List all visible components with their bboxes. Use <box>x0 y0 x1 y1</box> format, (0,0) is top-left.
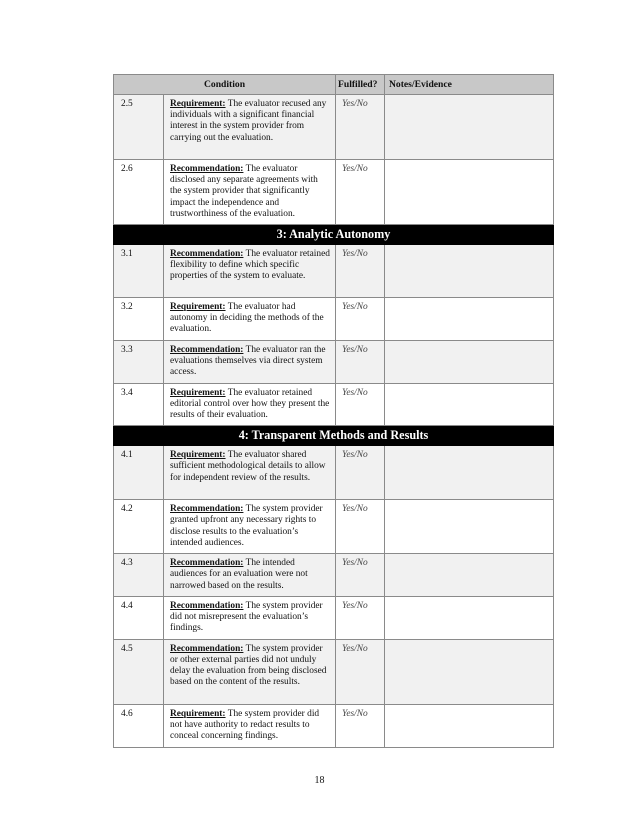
condition-text <box>164 554 336 597</box>
notes-evidence-cell[interactable] <box>385 340 554 383</box>
fulfilled-cell[interactable]: Yes/No <box>336 245 385 298</box>
condition-text <box>164 383 336 426</box>
table-row <box>114 95 554 160</box>
header-condition: Condition <box>114 75 336 95</box>
condition-description: The system provider did not misrepresent the evaluation’s findings. <box>170 600 323 634</box>
condition-number: 4.1 <box>114 446 164 500</box>
fulfilled-cell[interactable]: Yes/No <box>336 383 385 426</box>
condition-description: The system provider or other external parties did not unduly delay the evaluation from being disclosed based on the content of the results. <box>170 643 327 688</box>
table-row <box>114 704 554 747</box>
notes-evidence-cell[interactable] <box>385 704 554 747</box>
condition-text <box>164 95 336 160</box>
condition-description: The evaluator retained editorial control over how they present the results of their evaluation. <box>170 387 330 421</box>
header-fulfilled: Fulfilled? <box>336 75 385 95</box>
condition-description: The evaluator ran the evaluations themselves via direct system access. <box>170 344 326 378</box>
notes-evidence-cell[interactable] <box>385 639 554 704</box>
fulfilled-cell[interactable]: Yes/No <box>336 340 385 383</box>
table-row <box>114 383 554 426</box>
condition-number: 3.2 <box>114 298 164 341</box>
condition-label: Recommendation: <box>170 558 244 569</box>
condition-label: Requirement: <box>170 302 226 313</box>
section-header-row <box>114 225 554 245</box>
condition-description: The intended audiences for an evaluation were not narrowed based on the results. <box>170 558 308 591</box>
condition-number: 4.5 <box>114 639 164 704</box>
condition-text <box>164 639 336 704</box>
condition-label: Requirement: <box>170 450 226 461</box>
table-row <box>114 298 554 341</box>
condition-number: 4.6 <box>114 704 164 747</box>
table-row <box>114 340 554 383</box>
section-title-transparent-methods: 4: Transparent Methods and Results <box>114 426 554 446</box>
fulfilled-cell[interactable]: Yes/No <box>336 160 385 225</box>
condition-text <box>164 446 336 500</box>
notes-evidence-cell[interactable] <box>385 446 554 500</box>
condition-text <box>164 596 336 639</box>
condition-number: 3.4 <box>114 383 164 426</box>
page-number: 18 <box>314 775 325 786</box>
fulfilled-cell[interactable]: Yes/No <box>336 95 385 160</box>
condition-number: 4.2 <box>114 500 164 554</box>
evaluation-checklist-table <box>113 74 553 748</box>
condition-number: 3.1 <box>114 245 164 298</box>
notes-evidence-cell[interactable] <box>385 95 554 160</box>
table-row <box>114 596 554 639</box>
notes-evidence-cell[interactable] <box>385 500 554 554</box>
condition-label: Requirement: <box>170 708 226 719</box>
condition-label: Recommendation: <box>170 249 244 260</box>
condition-description: The system provider did not have authority to redact results to conceal concerning findings. <box>170 708 320 742</box>
table-row <box>114 639 554 704</box>
condition-text <box>164 704 336 747</box>
condition-number: 4.3 <box>114 554 164 597</box>
condition-description: The system provider granted upfront any necessary rights to disclose results to the evaluation’s intended audiences. <box>170 504 323 548</box>
table-row <box>114 160 554 225</box>
fulfilled-cell[interactable]: Yes/No <box>336 704 385 747</box>
header-notes-evidence: Notes/Evidence <box>385 75 554 95</box>
table-row <box>114 500 554 554</box>
condition-text <box>164 298 336 341</box>
table-row <box>114 554 554 597</box>
notes-evidence-cell[interactable] <box>385 245 554 298</box>
notes-evidence-cell[interactable] <box>385 383 554 426</box>
condition-text <box>164 500 336 554</box>
condition-text <box>164 245 336 298</box>
notes-evidence-cell[interactable] <box>385 554 554 597</box>
condition-text <box>164 340 336 383</box>
condition-description: The evaluator retained flexibility to define which specific properties of the system to evaluate. <box>170 249 330 282</box>
condition-number: 4.4 <box>114 596 164 639</box>
table-row <box>114 446 554 500</box>
condition-description: The evaluator recused any individuals with a significant financial interest in the system provider from carrying out the evaluation. <box>170 99 327 143</box>
condition-label: Recommendation: <box>170 643 244 654</box>
condition-description: The evaluator shared sufficient methodological details to allow for independent review of the results. <box>170 450 326 483</box>
notes-evidence-cell[interactable] <box>385 160 554 225</box>
fulfilled-cell[interactable]: Yes/No <box>336 446 385 500</box>
fulfilled-cell[interactable]: Yes/No <box>336 298 385 341</box>
condition-number: 2.6 <box>114 160 164 225</box>
condition-label: Recommendation: <box>170 504 244 515</box>
condition-number: 3.3 <box>114 340 164 383</box>
condition-label: Requirement: <box>170 99 226 109</box>
condition-description: The evaluator disclosed any separate agreements with the system provider that significantly impact the independence and trustworthiness of the evaluation. <box>170 164 318 219</box>
table-row <box>114 245 554 298</box>
condition-text <box>164 160 336 225</box>
condition-label: Requirement: <box>170 387 226 398</box>
condition-label: Recommendation: <box>170 344 244 355</box>
condition-label: Recommendation: <box>170 600 244 611</box>
condition-label: Recommendation: <box>170 164 244 174</box>
fulfilled-cell[interactable]: Yes/No <box>336 639 385 704</box>
condition-description: The evaluator had autonomy in deciding the methods of the evaluation. <box>170 302 324 335</box>
fulfilled-cell[interactable]: Yes/No <box>336 554 385 597</box>
condition-number: 2.5 <box>114 95 164 160</box>
table-header-row <box>114 75 554 95</box>
fulfilled-cell[interactable]: Yes/No <box>336 500 385 554</box>
section-header-row <box>114 426 554 446</box>
notes-evidence-cell[interactable] <box>385 596 554 639</box>
notes-evidence-cell[interactable] <box>385 298 554 341</box>
fulfilled-cell[interactable]: Yes/No <box>336 596 385 639</box>
section-title-analytic-autonomy: 3: Analytic Autonomy <box>114 225 554 245</box>
